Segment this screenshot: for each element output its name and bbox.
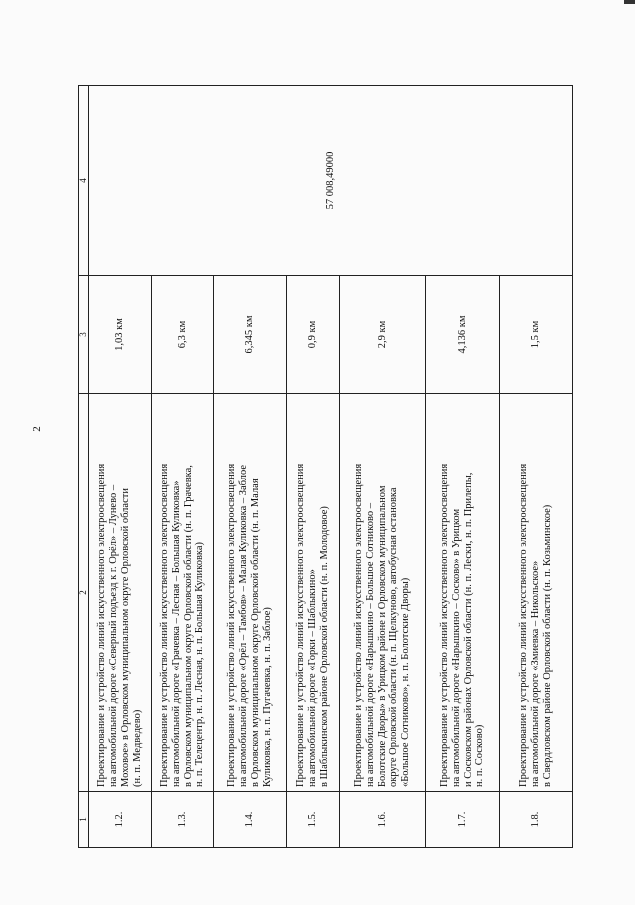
- header-col-1: 1: [79, 792, 89, 848]
- description-line: н. п. Телецентр, н. п. Лесная, н. п. Большая Куликовка): [194, 541, 206, 787]
- header-col-3: 3: [79, 276, 89, 394]
- row-length: 0,9 км: [287, 276, 340, 394]
- row-description: [340, 394, 426, 792]
- description-line: и Сосковском районах Орловской области (н. п. Лески, н. п. Прилепы,: [462, 472, 474, 787]
- description-line: округе Орловской области (н. п. Щелкуново, автобусная остановка: [388, 487, 400, 787]
- description-line: на автомобильной дороге «Нарышкино – Большое Сотниково –: [364, 503, 376, 787]
- description-line: Проектирование и устройство линий искусственного электроосвещения: [438, 463, 450, 787]
- row-number: 1.2.: [89, 792, 152, 848]
- row-description: [500, 394, 573, 792]
- description-line: в Свердловском районе Орловской области (н. п. Козьминское): [541, 504, 553, 787]
- row-description: [426, 394, 500, 792]
- description-line: Проектирование и устройство линий искусственного электроосвещения: [518, 463, 530, 787]
- row-length: 6,345 км: [214, 276, 287, 394]
- description-line: Куликовка, н. п. Пугачевка, н. п. Заблое): [261, 607, 273, 787]
- row-length: 1,5 км: [500, 276, 573, 394]
- description-line: в Орловском муниципальном округе Орловской области (н. п. Малая: [250, 478, 261, 787]
- description-line: Проектирование и устройство линий искусственного электроосвещения: [96, 463, 108, 787]
- description-line: Проектирование и устройство линий искусственного электроосвещения: [352, 463, 364, 787]
- row-number: 1.3.: [152, 792, 214, 848]
- row-number: 1.4.: [214, 792, 287, 848]
- row-number: 1.6.: [340, 792, 426, 848]
- description-line: на автомобильной дороге «Горки – Шаблыкино»: [307, 569, 319, 787]
- scan-corner-mark: [624, 0, 635, 4]
- description-line: на автомобильной дороге «Северный подъезд к г. Орёл» – Лунево –: [108, 484, 120, 787]
- description-line: на автомобильной дороге «Орёл – Тамбов» – Малая Куликовка – Заблое: [238, 464, 250, 787]
- row-description: [89, 394, 152, 792]
- row-length: 2,9 км: [340, 276, 426, 394]
- header-col-4: 4: [79, 86, 89, 276]
- description-line: Моховое» в Орловском муниципальном округе Орловской области: [120, 488, 131, 787]
- header-row: [79, 86, 89, 848]
- table-row: [89, 86, 152, 848]
- rotated-table-wrapper: [78, 86, 558, 848]
- description-line: Проектирование и устройство линий искусственного электроосвещения: [158, 463, 170, 787]
- description-line: в Орловском муниципальном округе Орловской области (н. п. Грачевка,: [182, 465, 194, 787]
- row-description: [214, 394, 287, 792]
- row-number: 1.5.: [287, 792, 340, 848]
- description-line: Болотские Дворы» в Урицком районе и Орловском муниципальном: [376, 485, 388, 787]
- header-col-2: 2: [79, 394, 89, 792]
- lighting-projects-table: [78, 85, 573, 848]
- total-cost: 57 008,49000: [89, 86, 573, 276]
- row-length: 6,3 км: [152, 276, 214, 394]
- description-line: на автомобильной дороге «Змиевка – Никольское»: [530, 560, 542, 787]
- row-description: [287, 394, 340, 792]
- description-line: (н. п. Медведево): [131, 709, 143, 787]
- page-number: 2: [30, 426, 43, 432]
- description-line: на автомобильной дороге «Грачевка – Лесная – Большая Куликовка»: [170, 480, 182, 787]
- description-line: в Шаблыкинском районе Орловской области (н. п. Молодовое): [318, 506, 330, 787]
- row-length: 4,136 км: [426, 276, 500, 394]
- row-number: 1.7.: [426, 792, 500, 848]
- row-length: 1,03 км: [89, 276, 152, 394]
- row-number: 1.8.: [500, 792, 573, 848]
- row-description: [152, 394, 214, 792]
- description-line: на автомобильной дороге «Нарышкино – Сосково» в Урицком: [450, 508, 462, 787]
- description-line: н. п. Сосково): [474, 724, 486, 787]
- description-line: Проектирование и устройство линий искусственного электроосвещения: [226, 463, 238, 787]
- description-line: Проектирование и устройство линий искусственного электроосвещения: [295, 463, 307, 787]
- description-line: «Большое Сотниково», н. п. Болотские Дворы): [400, 577, 412, 787]
